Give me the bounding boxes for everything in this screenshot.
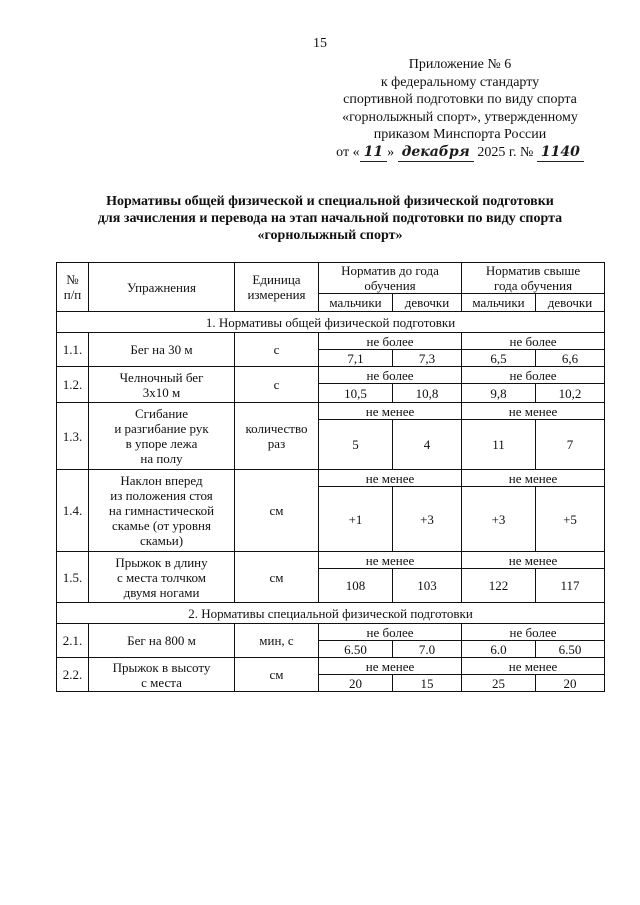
header-boys: мальчики bbox=[462, 294, 536, 312]
exercise-name: Наклон вперед из положения стоя на гимнастической скамье (от уровня скамьи) bbox=[89, 470, 235, 552]
row-number: 1.4. bbox=[57, 470, 89, 552]
appendix-line: «горнолыжный спорт», утвержденному bbox=[342, 109, 578, 125]
exercise-name: Бег на 30 м bbox=[89, 333, 235, 367]
condition-over-year: не менее bbox=[462, 403, 605, 420]
value-girls-to-year: 7.0 bbox=[393, 641, 462, 658]
title-line: Нормативы общей физической и специальной физической подготовки bbox=[106, 194, 554, 209]
exercise-name: Прыжок в высоту с места bbox=[89, 658, 235, 692]
row-number: 1.2. bbox=[57, 367, 89, 403]
unit: количество раз bbox=[235, 403, 319, 470]
value-boys-over-year: 6.0 bbox=[462, 641, 536, 658]
value-girls-over-year: 6.50 bbox=[536, 641, 605, 658]
condition-over-year: не более bbox=[462, 624, 605, 641]
value-girls-over-year: +5 bbox=[536, 487, 605, 552]
page-number: 15 bbox=[313, 36, 327, 51]
condition-to-year: не более bbox=[319, 333, 462, 350]
value-boys-to-year: 6.50 bbox=[319, 641, 393, 658]
appendix-line: спортивной подготовки по виду спорта bbox=[343, 92, 577, 107]
condition-over-year: не более bbox=[462, 333, 605, 350]
table-row bbox=[57, 403, 605, 420]
header-girls: девочки bbox=[393, 294, 462, 312]
condition-over-year: не менее bbox=[462, 552, 605, 569]
section-title: 1. Нормативы общей физической подготовки bbox=[57, 312, 605, 333]
value-boys-over-year: +3 bbox=[462, 487, 536, 552]
row-number: 2.2. bbox=[57, 658, 89, 692]
year-text: 2025 г. № bbox=[473, 144, 537, 160]
header-boys: мальчики bbox=[319, 294, 393, 312]
row-number: 1.5. bbox=[57, 552, 89, 603]
value-girls-to-year: 7,3 bbox=[393, 350, 462, 367]
row-number: 2.1. bbox=[57, 624, 89, 658]
title-line: для зачисления и перевода на этап начальной подготовки по виду спорта bbox=[97, 211, 563, 226]
value-girls-over-year: 117 bbox=[536, 569, 605, 603]
exercise-name: Бег на 800 м bbox=[89, 624, 235, 658]
value-girls-over-year: 20 bbox=[536, 675, 605, 692]
date-mid: » bbox=[387, 144, 398, 160]
handwritten-day: 11 bbox=[360, 144, 387, 163]
value-boys-to-year: +1 bbox=[319, 487, 393, 552]
unit: с bbox=[235, 367, 319, 403]
condition-over-year: не более bbox=[462, 367, 605, 384]
unit: см bbox=[235, 658, 319, 692]
value-boys-to-year: 7,1 bbox=[319, 350, 393, 367]
value-boys-to-year: 20 bbox=[319, 675, 393, 692]
value-boys-to-year: 108 bbox=[319, 569, 393, 603]
appendix-header bbox=[320, 56, 600, 162]
condition-over-year: не менее bbox=[462, 470, 605, 487]
value-girls-over-year: 7 bbox=[536, 420, 605, 470]
header-girls: девочки bbox=[536, 294, 605, 312]
handwritten-order-number: 1140 bbox=[537, 144, 584, 163]
unit: см bbox=[235, 470, 319, 552]
exercise-name: Прыжок в длину с места толчком двумя ногами bbox=[89, 552, 235, 603]
title-line: «горнолыжный спорт» bbox=[257, 228, 403, 243]
value-boys-over-year: 11 bbox=[462, 420, 536, 470]
appendix-line: Приложение № 6 bbox=[408, 57, 512, 72]
norms-table bbox=[56, 262, 605, 692]
header-exercise: Упражнения bbox=[89, 263, 235, 312]
table-row bbox=[57, 658, 605, 675]
header-unit: Единица измерения bbox=[235, 263, 319, 312]
header-norm-to-year: Норматив до года обучения bbox=[319, 263, 462, 294]
value-boys-over-year: 25 bbox=[462, 675, 536, 692]
table-row bbox=[57, 470, 605, 487]
order-date-line bbox=[320, 144, 600, 163]
value-girls-to-year: 10,8 bbox=[393, 384, 462, 403]
condition-to-year: не более bbox=[319, 367, 462, 384]
section-row bbox=[57, 603, 605, 624]
section-row bbox=[57, 312, 605, 333]
header-norm-over-year: Норматив свыше года обучения bbox=[462, 263, 605, 294]
document-title bbox=[40, 193, 620, 244]
value-boys-over-year: 9,8 bbox=[462, 384, 536, 403]
condition-to-year: не менее bbox=[319, 658, 462, 675]
unit: с bbox=[235, 333, 319, 367]
handwritten-month: декабря bbox=[398, 144, 474, 163]
appendix-line: приказом Минспорта России bbox=[373, 127, 547, 142]
appendix-line: к федеральному стандарту bbox=[380, 74, 540, 90]
value-girls-over-year: 6,6 bbox=[536, 350, 605, 367]
table-row bbox=[57, 333, 605, 350]
condition-to-year: не более bbox=[319, 624, 462, 641]
value-boys-over-year: 6,5 bbox=[462, 350, 536, 367]
value-boys-over-year: 122 bbox=[462, 569, 536, 603]
table-row bbox=[57, 367, 605, 384]
condition-to-year: не менее bbox=[319, 403, 462, 420]
exercise-name: Сгибание и разгибание рук в упоре лежа на полу bbox=[89, 403, 235, 470]
unit: см bbox=[235, 552, 319, 603]
row-number: 1.1. bbox=[57, 333, 89, 367]
value-girls-over-year: 10,2 bbox=[536, 384, 605, 403]
norms-table-body bbox=[57, 312, 605, 692]
header-num: № п/п bbox=[57, 263, 89, 312]
table-row bbox=[57, 624, 605, 641]
value-boys-to-year: 5 bbox=[319, 420, 393, 470]
value-girls-to-year: 4 bbox=[393, 420, 462, 470]
condition-over-year: не менее bbox=[462, 658, 605, 675]
exercise-name: Челночный бег 3х10 м bbox=[89, 367, 235, 403]
unit: мин, с bbox=[235, 624, 319, 658]
condition-to-year: не менее bbox=[319, 470, 462, 487]
value-girls-to-year: 103 bbox=[393, 569, 462, 603]
table-row bbox=[57, 552, 605, 569]
condition-to-year: не менее bbox=[319, 552, 462, 569]
value-boys-to-year: 10,5 bbox=[319, 384, 393, 403]
value-girls-to-year: 15 bbox=[393, 675, 462, 692]
value-girls-to-year: +3 bbox=[393, 487, 462, 552]
row-number: 1.3. bbox=[57, 403, 89, 470]
section-title: 2. Нормативы специальной физической подготовки bbox=[57, 603, 605, 624]
date-prefix: от « bbox=[336, 144, 360, 160]
